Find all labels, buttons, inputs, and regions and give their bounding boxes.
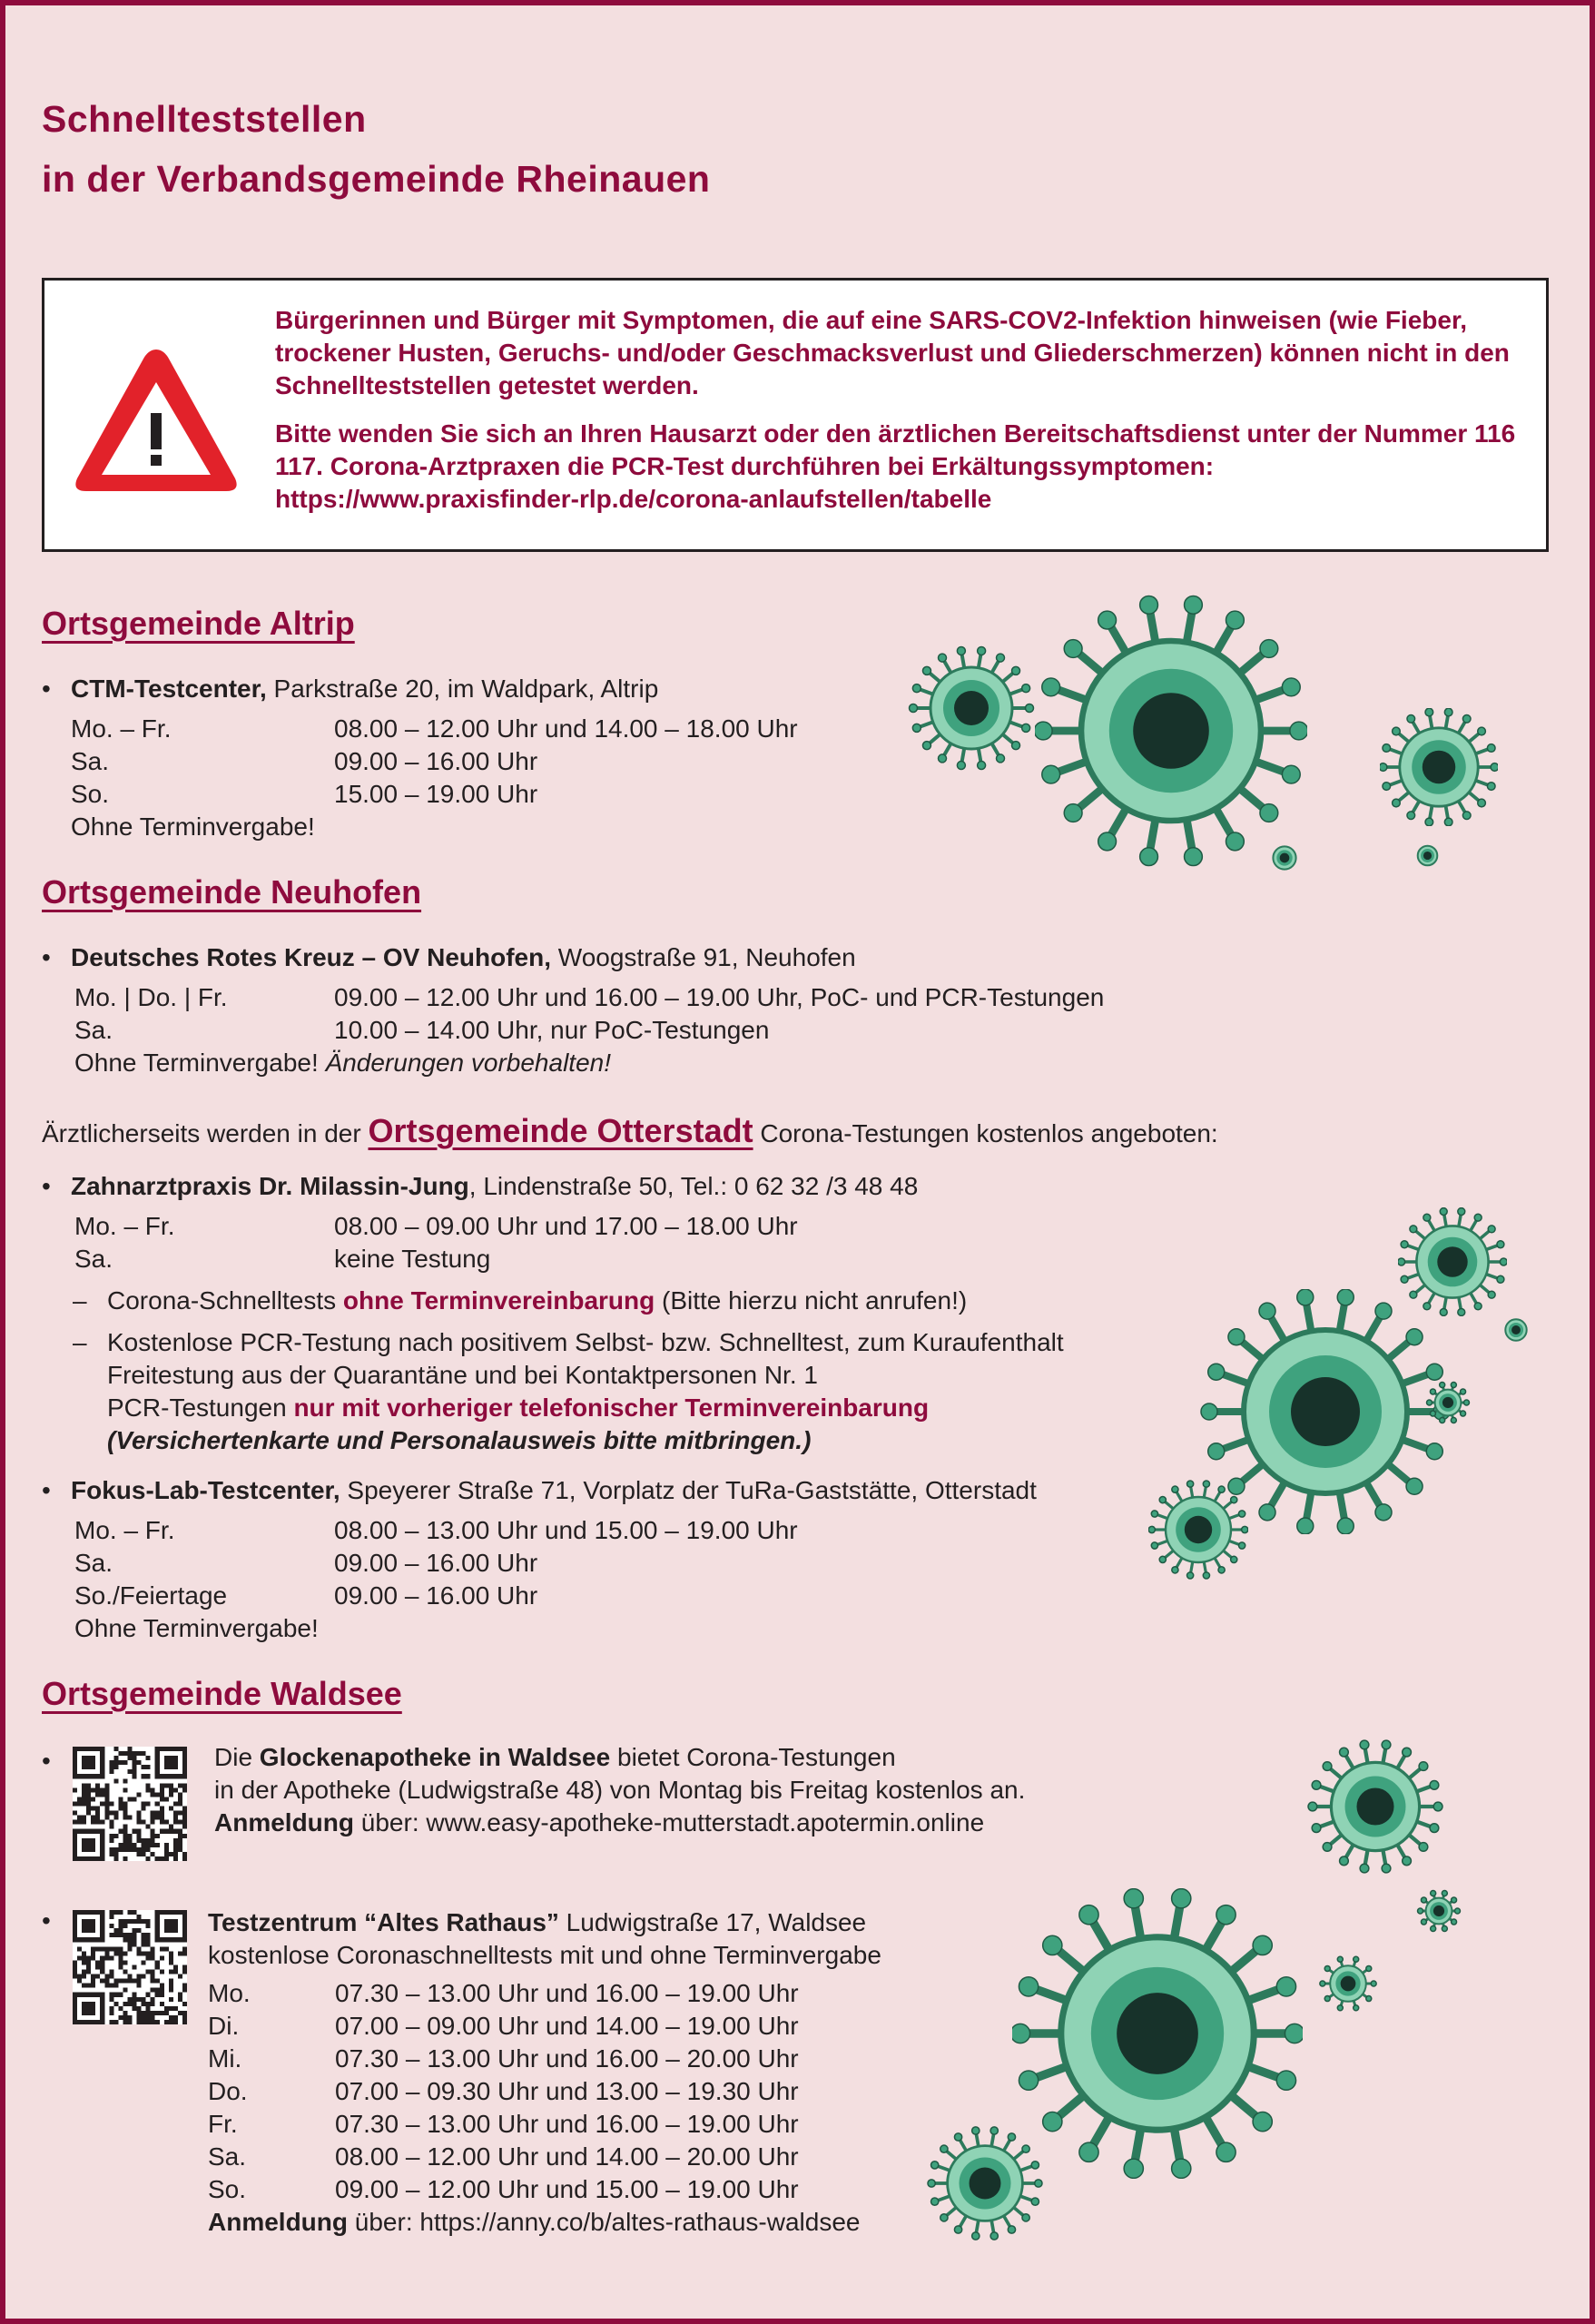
hours-time: 07.00 – 09.00 Uhr und 14.00 – 19.00 Uhr <box>335 2012 799 2040</box>
hours-time: 08.00 – 12.00 Uhr und 14.00 – 18.00 Uhr <box>334 714 798 743</box>
entry-name: Deutsches Rotes Kreuz – OV Neuhofen, <box>71 943 552 971</box>
hours-day: Mo. <box>208 1979 251 2007</box>
entry-name: Glockenapotheke in Waldsee <box>259 1743 611 1771</box>
warning-text <box>275 304 1537 516</box>
dash-mark: – <box>73 1328 87 1356</box>
title-line-2: in der Verbandsgemeinde Rheinauen <box>42 158 711 200</box>
entry-drk-neuhofen <box>42 941 1104 1079</box>
hours-time: 09.00 – 16.00 Uhr <box>334 747 538 775</box>
entry-address: Ludwigstraße 17, Waldsee <box>558 1908 867 1936</box>
text: in der Apotheke (Ludwigstraße 48) von Montag bis Freitag kostenlos an. <box>214 1776 1026 1804</box>
virus-icon <box>1035 590 1307 872</box>
entry-glockenapotheke <box>214 1741 1025 1839</box>
warning-paragraph-2: Bitte wenden Sie sich an Ihren Hausarzt oder den ärztlichen Bereitschaftsdienst unter der Nummer 116 117. Corona-Arztpraxen die PCR-Test durchführen bei Erkältungssymptomen: <box>275 419 1516 480</box>
heading-neuhofen: Ortsgemeinde Neuhofen <box>42 873 422 911</box>
hours-time: 10.00 – 14.00 Uhr, nur PoC-Testungen <box>334 1016 770 1044</box>
hours-time: 07.30 – 13.00 Uhr und 16.00 – 19.00 Uhr <box>335 2110 799 2138</box>
heading-otterstadt: Ortsgemeinde Otterstadt <box>368 1112 753 1149</box>
hours-day: Sa. <box>208 2142 247 2171</box>
opening-hours <box>208 1977 881 2206</box>
hours-time: 07.00 – 09.30 Uhr und 13.00 – 19.30 Uhr <box>335 2077 799 2105</box>
hours-day: Mo. | Do. | Fr. <box>74 983 228 1011</box>
hours-time: 09.00 – 16.00 Uhr <box>334 1549 538 1577</box>
hours-day: Mo. – Fr. <box>71 714 172 743</box>
entry-note: Ohne Terminvergabe! <box>71 812 315 841</box>
registration-link[interactable]: über: https://anny.co/b/altes-rathaus-waldsee <box>348 2208 861 2236</box>
hours-row <box>74 1243 1064 1275</box>
hours-day: Do. <box>208 2077 248 2105</box>
entry-name: Fokus-Lab-Testcenter, <box>71 1476 340 1504</box>
item-text: Freitestung aus der Quarantäne und bei Kontaktpersonen Nr. 1 <box>107 1361 818 1389</box>
item-text: PCR-Testungen <box>107 1393 294 1422</box>
virus-icon <box>1316 1952 1380 2015</box>
entry-address: Woogstraße 91, Neuhofen <box>551 943 856 971</box>
hours-row <box>208 1977 881 2010</box>
entry-address: Speyerer Straße 71, Vorplatz der TuRa-Gaststätte, Otterstadt <box>340 1476 1037 1504</box>
hours-time: 08.00 – 12.00 Uhr und 14.00 – 20.00 Uhr <box>335 2142 799 2171</box>
entry-ctm-testcenter <box>42 673 798 843</box>
entry-note: Ohne Terminvergabe! <box>74 1614 319 1642</box>
hours-day: Sa. <box>71 747 110 775</box>
entry-note <box>74 1047 1104 1079</box>
bullet: • <box>42 943 51 971</box>
qr-code-icon[interactable] <box>73 1910 187 2024</box>
entry-zahnarztpraxis <box>42 1170 1064 1457</box>
hours-row <box>74 1014 1104 1047</box>
page-title <box>42 89 710 209</box>
opening-hours <box>42 713 798 843</box>
hours-time: 09.00 – 16.00 Uhr <box>334 1581 538 1610</box>
hours-row <box>74 1210 1064 1243</box>
hours-row <box>74 981 1104 1014</box>
hours-row <box>208 2141 881 2173</box>
item-note: (Versichertenkarte und Personalausweis bitte mitbringen.) <box>107 1426 812 1454</box>
hours-row <box>208 2075 881 2108</box>
hours-time: keine Testung <box>334 1245 491 1273</box>
qr-code-icon[interactable] <box>73 1747 187 1861</box>
bullet: • <box>42 1906 51 1935</box>
heading-waldsee: Ortsgemeinde Waldsee <box>42 1675 402 1712</box>
title-line-1: Schnellteststellen <box>42 98 367 140</box>
item-text: (Bitte hierzu nicht anrufen!) <box>655 1286 968 1315</box>
bullet: • <box>42 1172 51 1200</box>
hours-row <box>208 2010 881 2043</box>
item-highlight: nur mit vorheriger telefonischer Terminvereinbarung <box>293 1393 930 1422</box>
hours-time: 09.00 – 12.00 Uhr und 15.00 – 19.00 Uhr <box>335 2175 799 2203</box>
hours-day: So. <box>71 780 110 808</box>
hours-time: 09.00 – 12.00 Uhr und 16.00 – 19.00 Uhr, PoC- und PCR-Testungen <box>334 983 1105 1011</box>
bullet: • <box>42 675 51 703</box>
virus-icon <box>1498 1312 1534 1348</box>
note-italic: Änderungen vorbehalten! <box>325 1049 611 1077</box>
hours-day: Mo. – Fr. <box>74 1212 175 1240</box>
hours-day: So./Feiertage <box>74 1581 228 1610</box>
entry-name: Zahnarztpraxis Dr. Milassin-Jung <box>71 1172 469 1200</box>
text: Die <box>214 1743 260 1771</box>
dash-item-schnelltests <box>42 1285 1064 1317</box>
virus-icon <box>1012 1888 1303 2179</box>
entry-altes-rathaus <box>208 1906 881 2239</box>
otterstadt-intro <box>42 1112 1218 1150</box>
virus-icon <box>926 2124 1044 2242</box>
virus-icon <box>1380 708 1498 826</box>
virus-icon <box>1425 1380 1471 1425</box>
hours-time: 07.30 – 13.00 Uhr und 16.00 – 19.00 Uhr <box>335 1979 799 2007</box>
entry-address: Parkstraße 20, im Waldpark, Altrip <box>266 675 659 703</box>
hours-time: 08.00 – 09.00 Uhr und 17.00 – 18.00 Uhr <box>334 1212 798 1240</box>
hours-time: 15.00 – 19.00 Uhr <box>334 780 538 808</box>
heading-altrip: Ortsgemeinde Altrip <box>42 605 355 642</box>
hours-day: Sa. <box>74 1016 113 1044</box>
entry-fokus-lab <box>42 1474 1037 1645</box>
virus-icon <box>908 645 1035 772</box>
dash-mark: – <box>73 1286 87 1315</box>
hours-row <box>74 1580 1037 1612</box>
hours-day: Fr. <box>208 2110 238 2138</box>
entry-name: Testzentrum “Altes Rathaus” <box>208 1908 559 1936</box>
hours-row <box>71 713 798 745</box>
hours-day: Sa. <box>74 1245 113 1273</box>
hours-row <box>71 745 798 778</box>
hours-row <box>208 2043 881 2075</box>
bullet: • <box>42 1747 51 1775</box>
warning-paragraph-1: Bürgerinnen und Bürger mit Symptomen, die auf eine SARS-COV2-Infektion hinweisen (wie Fieber, trockener Husten, Geruchs- und/oder Geschmacksverlust und Gliederschmerzen) können nicht in den Schnellteststellen getestet werden. <box>275 306 1510 399</box>
entry-name: CTM-Testcenter, <box>71 675 267 703</box>
label: Anmeldung <box>214 1808 354 1837</box>
note-text: Ohne Terminvergabe! <box>74 1049 326 1077</box>
opening-hours <box>42 1514 1037 1645</box>
warning-box <box>42 278 1549 552</box>
hours-row <box>208 2173 881 2206</box>
hours-day: Sa. <box>74 1549 113 1577</box>
text: bietet Corona-Testungen <box>610 1743 896 1771</box>
dash-item-pcr <box>42 1326 1064 1457</box>
virus-icon <box>1148 1480 1248 1580</box>
virus-icon <box>1407 835 1448 876</box>
intro-after: Corona-Testungen kostenlos angeboten: <box>753 1119 1218 1147</box>
registration-link[interactable]: über: www.easy-apotheke-mutterstadt.apotermin.online <box>354 1808 985 1837</box>
opening-hours <box>42 1210 1064 1275</box>
praxisfinder-link[interactable]: https://www.praxisfinder-rlp.de/corona-anlaufstellen/tabelle <box>275 485 992 513</box>
hours-day: Mi. <box>208 2044 242 2073</box>
label: Anmeldung <box>208 2208 348 2236</box>
item-text: Corona-Schnelltests <box>107 1286 343 1315</box>
hours-row <box>208 2108 881 2141</box>
hours-row <box>74 1547 1037 1580</box>
intro-before: Ärztlicherseits werden in der <box>42 1119 369 1147</box>
hours-day: Di. <box>208 2012 240 2040</box>
item-highlight: ohne Terminvereinbarung <box>342 1286 655 1315</box>
hours-time: 07.30 – 13.00 Uhr und 16.00 – 20.00 Uhr <box>335 2044 799 2073</box>
entry-address: , Lindenstraße 50, Tel.: 0 62 32 /3 48 48 <box>468 1172 919 1200</box>
bullet: • <box>42 1476 51 1504</box>
hours-day: Mo. – Fr. <box>74 1516 175 1544</box>
virus-icon <box>1416 1888 1462 1934</box>
virus-icon <box>1262 835 1307 881</box>
hours-row <box>71 778 798 811</box>
entry-subtitle: kostenlose Coronaschnelltests mit und ohne Terminvergabe <box>208 1941 881 1969</box>
hours-row <box>74 1514 1037 1547</box>
virus-icon <box>1307 1738 1443 1875</box>
item-text: Kostenlose PCR-Testung nach positivem Selbst- bzw. Schnelltest, zum Kuraufenthalt <box>107 1328 1064 1356</box>
hours-day: So. <box>208 2175 247 2203</box>
warning-triangle-icon <box>70 342 242 497</box>
opening-hours <box>42 981 1104 1079</box>
hours-time: 08.00 – 13.00 Uhr und 15.00 – 19.00 Uhr <box>334 1516 798 1544</box>
